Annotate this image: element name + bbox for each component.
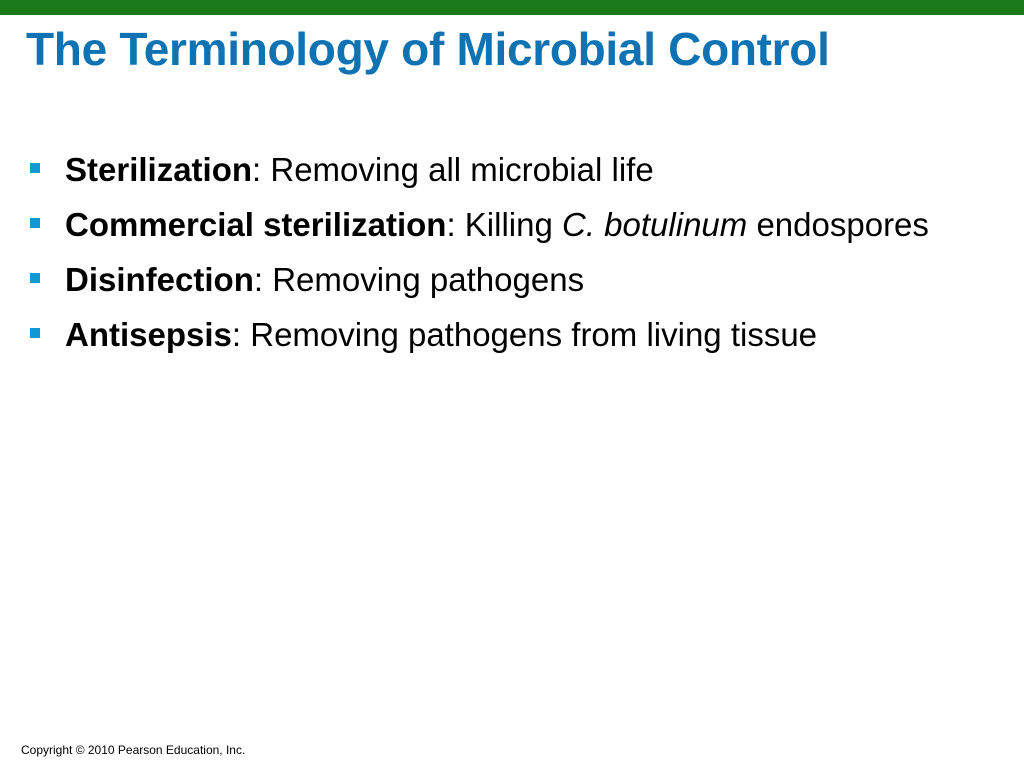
term-separator: :	[252, 151, 271, 188]
definition-text: Removing pathogens from living tissue	[250, 316, 818, 353]
top-accent-bar	[0, 0, 1024, 15]
species-name: C. botulinum	[562, 206, 748, 243]
slide-title: The Terminology of Microbial Control	[26, 23, 830, 75]
definition-suffix: endospores	[747, 206, 929, 243]
term-separator: :	[231, 316, 251, 353]
term-label: Sterilization	[65, 151, 253, 188]
square-bullet-icon	[30, 163, 40, 173]
term-label: Antisepsis	[65, 316, 232, 353]
definition-text: Removing all microbial life	[270, 151, 654, 188]
bullet-item-disinfection	[30, 257, 990, 303]
term-separator: :	[253, 261, 273, 298]
term-label: Disinfection	[65, 261, 254, 298]
definition-prefix: Killing	[464, 206, 563, 243]
square-bullet-icon	[30, 273, 40, 283]
bullet-item-commercial-sterilization	[30, 202, 990, 248]
term-separator: :	[446, 206, 465, 243]
copyright-footer: Copyright © 2010 Pearson Education, Inc.	[21, 743, 246, 757]
bullet-list	[30, 147, 990, 367]
bullet-item-antisepsis	[30, 312, 990, 358]
term-label: Commercial sterilization	[65, 206, 447, 243]
bullet-item-sterilization	[30, 147, 990, 193]
square-bullet-icon	[30, 218, 40, 228]
square-bullet-icon	[30, 328, 40, 338]
definition-text: Removing pathogens	[272, 261, 585, 298]
